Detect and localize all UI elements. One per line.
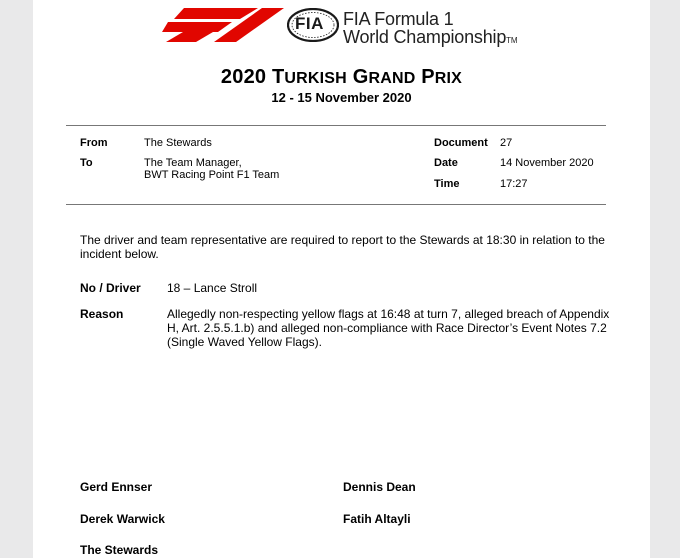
event-dates: 12 - 15 November 2020 <box>271 90 412 105</box>
intro-line-1: The driver and team representative are required to report to the Stewards at 18:30 in relation to the <box>80 233 605 247</box>
time-value: 17:27 <box>500 178 528 190</box>
event-title-part: 2020 T <box>220 66 285 88</box>
reason-line-2: H, Art. 2.5.5.1.b) and alleged non-compliance with Race Director’s Event Notes 7.2 <box>167 321 607 335</box>
brand-line-2-text: World Championship <box>343 27 507 47</box>
to-value-line-2: BWT Racing Point F1 Team <box>144 169 280 181</box>
to-label: To <box>80 157 93 169</box>
trademark-mark: TM <box>506 36 518 45</box>
reason-line-3: (Single Waved Yellow Flags). <box>167 335 322 349</box>
reason-line-1: Allegedly non-respecting yellow flags at 16:48 at turn 7, alleged breach of Appendix <box>167 307 610 321</box>
fia-badge-text: FIA <box>295 14 324 33</box>
signature-the-stewards: The Stewards <box>80 543 159 557</box>
reason-label: Reason <box>80 307 124 321</box>
event-title <box>33 66 650 89</box>
date-label: Date <box>434 157 458 169</box>
driver-value: 18 – Lance Stroll <box>167 281 258 295</box>
brand-line-2 <box>343 27 517 48</box>
time-label: Time <box>434 178 460 190</box>
document-value: 27 <box>500 137 513 149</box>
event-title-part: G <box>346 66 369 88</box>
f1-logo-icon <box>162 8 284 42</box>
signature-gerd-ennser: Gerd Ennser <box>80 480 153 494</box>
driver-label: No / Driver <box>80 281 141 295</box>
signature-dennis-dean: Dennis Dean <box>343 480 416 494</box>
brand-line-1: FIA Formula 1 <box>343 9 454 29</box>
event-title-part: RIX <box>434 70 463 87</box>
intro-line-2: incident below. <box>80 247 159 261</box>
event-title-part: URKISH <box>284 70 347 87</box>
date-value: 14 November 2020 <box>500 157 594 169</box>
document-label: Document <box>434 137 488 149</box>
event-title-part: RAND <box>368 70 416 87</box>
top-divider <box>66 125 606 126</box>
from-label: From <box>80 137 108 149</box>
bottom-divider <box>66 204 606 205</box>
signature-derek-warwick: Derek Warwick <box>80 512 165 526</box>
document-page <box>33 0 650 558</box>
event-title-part: P <box>415 66 435 88</box>
from-value: The Stewards <box>144 137 212 149</box>
to-value-line-1: The Team Manager, <box>144 157 242 169</box>
signature-fatih-altayli: Fatih Altayli <box>343 512 411 526</box>
